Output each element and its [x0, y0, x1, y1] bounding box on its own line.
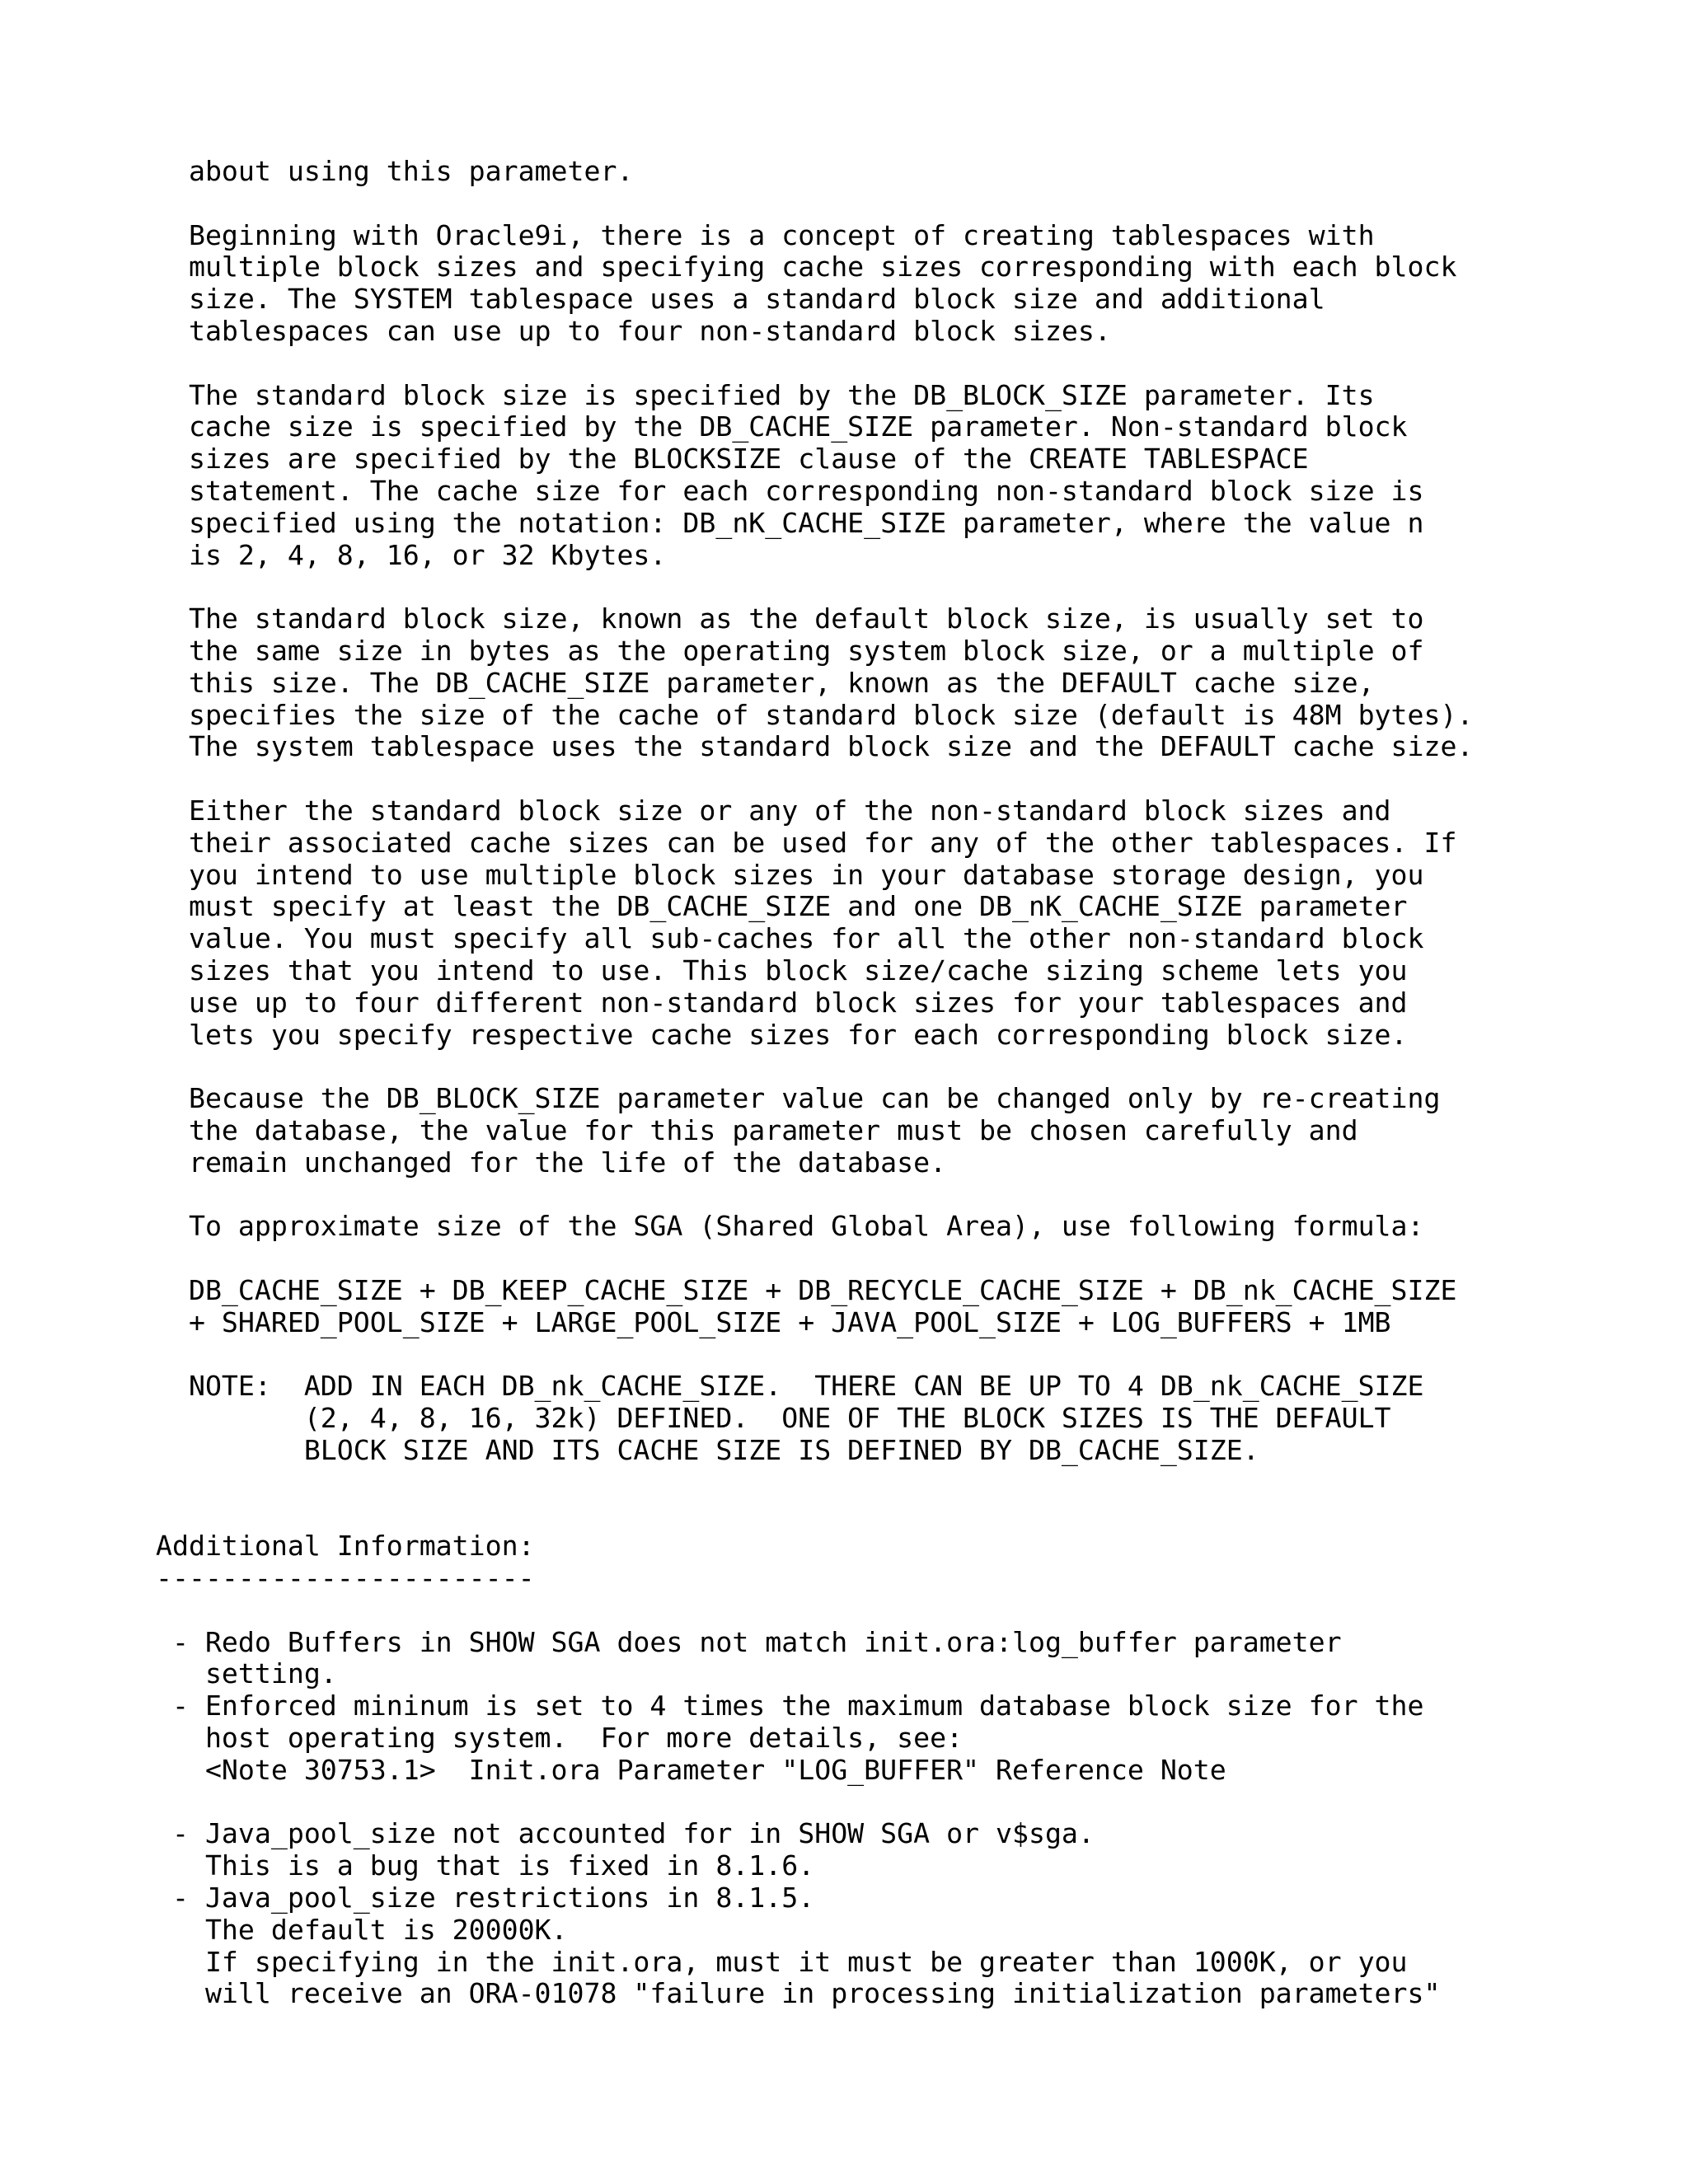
text-line: If specifying in the init.ora, must it must be greater than 1000K, or you	[156, 1945, 1408, 1978]
text-line: this size. The DB_CACHE_SIZE parameter, known as the DEFAULT cache size,	[156, 666, 1375, 699]
text-line: the same size in bytes as the operating system block size, or a multiple of	[156, 634, 1424, 667]
text-line: specified using the notation: DB_nK_CACHE_SIZE parameter, where the value n	[156, 506, 1424, 539]
text-line: you intend to use multiple block sizes in your database storage design, you	[156, 858, 1424, 891]
text-line: specifies the size of the cache of standard block size (default is 48M bytes).	[156, 698, 1474, 731]
text-line: multiple block sizes and specifying cache sizes corresponding with each block	[156, 251, 1457, 284]
text-line: lets you specify respective cache sizes for each corresponding block size.	[156, 1018, 1408, 1051]
text-line: To approximate size of the SGA (Shared Global Area), use following formula:	[156, 1210, 1424, 1243]
text-line: cache size is specified by the DB_CACHE_SIZE parameter. Non-standard block	[156, 410, 1408, 443]
text-line: (2, 4, 8, 16, 32k) DEFINED. ONE OF THE BLOCK SIZES IS THE DEFAULT	[156, 1402, 1391, 1435]
text-line: DB_CACHE_SIZE + DB_KEEP_CACHE_SIZE + DB_RECYCLE_CACHE_SIZE + DB_nk_CACHE_SIZE	[156, 1273, 1457, 1306]
text-line: - Java_pool_size not accounted for in SHOW SGA or v$sga.	[156, 1817, 1095, 1850]
text-line: size. The SYSTEM tablespace uses a standard block size and additional	[156, 283, 1325, 316]
text-line: sizes that you intend to use. This block size/cache sizing scheme lets you	[156, 954, 1408, 987]
text-line: Because the DB_BLOCK_SIZE parameter value can be changed only by re-creating	[156, 1082, 1441, 1115]
text-line: - Java_pool_size restrictions in 8.1.5.	[156, 1882, 815, 1915]
document-text	[156, 156, 1473, 2010]
text-line: is 2, 4, 8, 16, or 32 Kbytes.	[156, 538, 667, 571]
text-line: The standard block size is specified by the DB_BLOCK_SIZE parameter. Its	[156, 378, 1375, 411]
text-line: about using this parameter.	[156, 155, 634, 187]
text-line: Either the standard block size or any of the non-standard block sizes and	[156, 794, 1391, 827]
text-line: will receive an ORA-01078 "failure in processing initialization parameters"	[156, 1977, 1441, 2010]
text-line: + SHARED_POOL_SIZE + LARGE_POOL_SIZE + JAVA_POOL_SIZE + LOG_BUFFERS + 1MB	[156, 1305, 1391, 1338]
text-line: BLOCK SIZE AND ITS CACHE SIZE IS DEFINED BY DB_CACHE_SIZE.	[156, 1433, 1259, 1466]
text-line: tablespaces can use up to four non-standard block sizes.	[156, 314, 1111, 347]
text-line: NOTE: ADD IN EACH DB_nk_CACHE_SIZE. THERE CAN BE UP TO 4 DB_nk_CACHE_SIZE	[156, 1370, 1424, 1403]
text-line: The system tablespace uses the standard block size and the DEFAULT cache size.	[156, 730, 1474, 763]
text-line: sizes are specified by the BLOCKSIZE clause of the CREATE TABLESPACE	[156, 443, 1309, 476]
text-line: <Note 30753.1> Init.ora Parameter "LOG_BUFFER" Reference Note	[156, 1753, 1226, 1786]
text-line: setting.	[156, 1657, 337, 1690]
text-line: - Enforced mininum is set to 4 times the maximum database block size for the	[156, 1690, 1424, 1722]
text-line: must specify at least the DB_CACHE_SIZE and one DB_nK_CACHE_SIZE parameter	[156, 890, 1408, 923]
text-line: The default is 20000K.	[156, 1913, 568, 1946]
text-line: The standard block size, known as the default block size, is usually set to	[156, 602, 1424, 635]
text-line: the database, the value for this parameter must be chosen carefully and	[156, 1113, 1358, 1146]
text-line: Beginning with Oracle9i, there is a concept of creating tablespaces with	[156, 218, 1375, 251]
text-line: statement. The cache size for each corresponding non-standard block size is	[156, 474, 1424, 507]
text-line: This is a bug that is fixed in 8.1.6.	[156, 1849, 815, 1882]
text-line: Additional Information:	[156, 1530, 535, 1563]
text-line: use up to four different non-standard block sizes for your tablespaces and	[156, 986, 1408, 1019]
text-line: their associated cache sizes can be used for any of the other tablespaces. If	[156, 826, 1457, 859]
text-line: value. You must specify all sub-caches for all the other non-standard block	[156, 922, 1424, 955]
text-line: host operating system. For more details, see:	[156, 1722, 964, 1755]
text-line: - Redo Buffers in SHOW SGA does not match init.ora:log_buffer parameter	[156, 1625, 1342, 1658]
text-line: remain unchanged for the life of the database.	[156, 1146, 947, 1179]
text-line: -----------------------	[156, 1562, 535, 1595]
